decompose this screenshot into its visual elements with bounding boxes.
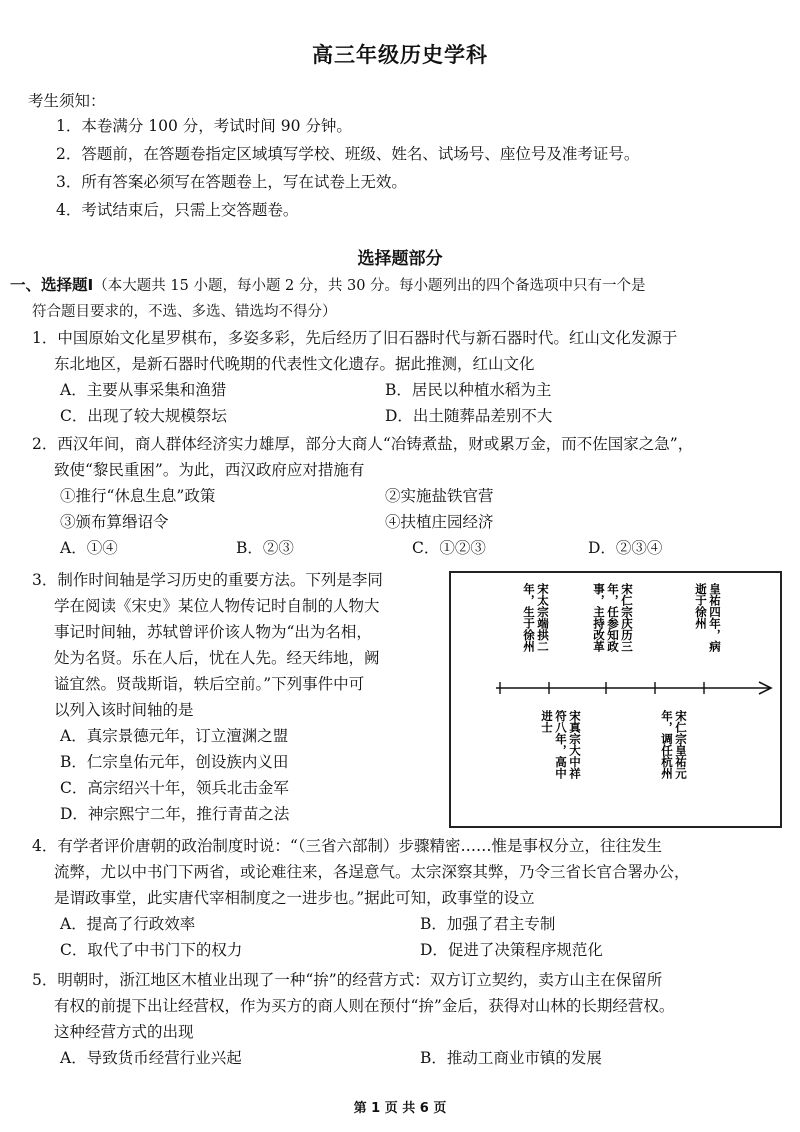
q1-stem-line2: 东北地区，是新石器时代晚期的代表性文化遗存。据此推测，红山文化 bbox=[54, 355, 535, 373]
q2-item-3: ③颁布算缗诏令 bbox=[60, 513, 169, 531]
q5-option-b: B．推动工商业市镇的发展 bbox=[420, 1049, 602, 1067]
q2-item-1: ①推行“休息生息”政策 bbox=[60, 487, 216, 505]
question-2 bbox=[32, 431, 784, 561]
part1-label: 一、选择题Ⅰ bbox=[10, 276, 94, 294]
q4-option-a: A．提高了行政效率 bbox=[60, 915, 196, 933]
q2-stem-line1: 2．西汉年间，商人群体经济实力雄厚，部分大商人“冶铸煮盐，财或累万金，而不佐国家之急”， bbox=[32, 435, 694, 453]
q3-option-b: B．仁宗皇佑元年，创设族内义田 bbox=[60, 753, 289, 771]
timeline-event-top-3-col1: 皇祐四年，病 bbox=[708, 583, 722, 652]
timeline-event-top-2-col2: 年，任参知政 bbox=[606, 583, 620, 652]
timeline-event-bottom-2-col1: 宋仁宗皇祐元 bbox=[674, 710, 688, 779]
q2-option-c: C．①②③ bbox=[412, 539, 486, 557]
q1-option-a: A．主要从事采集和渔猎 bbox=[60, 381, 227, 399]
notice-heading: 考生须知： bbox=[28, 92, 106, 110]
q4-option-b: B．加强了君主专制 bbox=[420, 915, 556, 933]
q3-option-d: D．神宗熙宁二年，推行青苗之法 bbox=[60, 805, 290, 823]
question-1 bbox=[32, 325, 784, 429]
q3-option-a: A．真宗景德元年，订立澶渊之盟 bbox=[60, 727, 289, 745]
q2-option-a: A．①④ bbox=[60, 539, 118, 557]
q4-option-c: C．取代了中书门下的权力 bbox=[60, 941, 243, 959]
part1-header bbox=[10, 272, 785, 325]
part1-desc-line2: 符合题目要求的，不选、多选、错选均不得分） bbox=[32, 304, 337, 320]
page-footer: 第 1 页 共 6 页 bbox=[353, 1101, 447, 1116]
timeline-event-top-3-col2: 逝于徐州 bbox=[694, 583, 708, 629]
q1-option-b: B．居民以种植水稻为主 bbox=[385, 381, 552, 399]
q5-stem-line3: 这种经营方式的出现 bbox=[54, 1023, 194, 1041]
timeline-event-top-2-col1: 宋仁宗庆历三 bbox=[620, 583, 634, 652]
notice-item: 1．本卷满分 100 分，考试时间 90 分钟。 bbox=[56, 117, 352, 135]
section-title: 选择题部分 bbox=[357, 249, 443, 269]
timeline-event-bottom-2-col2: 年，调任杭州 bbox=[660, 710, 674, 779]
q3-stem-line4: 处为名贤。乐在人后，忧在人先。经天纬地，阙 bbox=[54, 649, 380, 667]
question-5 bbox=[32, 967, 784, 1071]
timeline-event-bottom-1-col3: 进士 bbox=[540, 710, 554, 733]
q4-stem-line2: 流弊，尤以中书门下两省，或论难往来，各逞意气。太宗深察其弊，乃令三省长官合署办公， bbox=[54, 863, 690, 881]
q3-stem-line6: 以列入该时间轴的是 bbox=[54, 701, 194, 719]
q5-stem-line1: 5．明朝时，浙江地区木植业出现了一种“拚”的经营方式：双方订立契约，卖方山主在保留所 bbox=[32, 971, 663, 989]
q4-option-d: D．促进了决策程序规范化 bbox=[420, 941, 603, 959]
timeline-svg bbox=[451, 573, 780, 826]
q3-stem-line2: 学在阅读《宋史》某位人物传记时自制的人物大 bbox=[54, 597, 380, 615]
notice-list bbox=[56, 113, 639, 225]
q3-stem-line3: 事记时间轴，苏轼曾评价该人物为“出为名相， bbox=[54, 623, 372, 641]
q5-stem-line2: 有权的前提下出让经营权，作为买方的商人则在预付“拚”金后，获得对山林的长期经营权。 bbox=[54, 997, 675, 1015]
question-4 bbox=[32, 833, 784, 963]
timeline-event-top-2-col3: 事，主持改革 bbox=[592, 583, 606, 652]
q2-item-4: ④扶植庄园经济 bbox=[385, 513, 494, 531]
part1-desc-line1: （本大题共 15 小题，每小题 2 分，共 30 分。每小题列出的四个备选项中只有一个是 bbox=[93, 278, 646, 294]
q1-option-c: C．出现了较大规模祭坛 bbox=[60, 407, 227, 425]
q5-option-a: A．导致货币经营行业兴起 bbox=[60, 1049, 242, 1067]
q3-stem-line5: 谥宜然。贤哉斯诣，轶后空前。”下列事件中可 bbox=[54, 675, 365, 693]
q1-stem-line1: 1．中国原始文化星罗棋布，多姿多彩，先后经历了旧石器时代与新石器时代。红山文化发源于 bbox=[32, 329, 678, 347]
q2-item-2: ②实施盐铁官营 bbox=[385, 487, 494, 505]
q3-stem-line1: 3．制作时间轴是学习历史的重要方法。下列是李同 bbox=[32, 571, 383, 589]
timeline-event-top-1-col1: 宋太宗端拱二 bbox=[536, 583, 550, 652]
q4-stem-line3: 是谓政事堂，此实唐代宰相制度之一进步也。”据此可知，政事堂的设立 bbox=[54, 889, 535, 907]
q2-option-b: B．②③ bbox=[236, 539, 294, 557]
q1-option-d: D．出土随葬品差别不大 bbox=[385, 407, 553, 425]
page-title: 高三年级历史学科 bbox=[312, 43, 488, 67]
notice-item: 3．所有答案必须写在答题卷上，写在试卷上无效。 bbox=[56, 173, 407, 191]
notice-item: 4．考试结束后，只需上交答题卷。 bbox=[56, 201, 299, 219]
notice-item: 2．答题前，在答题卷指定区域填写学校、班级、姓名、试场号、座位号及准考证号。 bbox=[56, 145, 640, 163]
q2-stem-line2: 致使“黎民重困”。为此，西汉政府应对措施有 bbox=[54, 461, 365, 479]
timeline-figure bbox=[449, 571, 782, 828]
timeline-event-bottom-1-col1: 宋真宗大中祥 bbox=[568, 710, 582, 779]
timeline-event-bottom-1-col2: 符八年，高中 bbox=[554, 710, 568, 779]
q4-stem-line1: 4．有学者评价唐朝的政治制度时说：“（三省六部制）步骤精密……惟是事权分立，往往发生 bbox=[32, 837, 663, 855]
question-3 bbox=[32, 567, 442, 827]
q2-option-d: D．②③④ bbox=[588, 539, 663, 557]
timeline-event-top-1-col2: 年，生于徐州 bbox=[522, 583, 536, 652]
q3-option-c: C．高宗绍兴十年，领兵北击金军 bbox=[60, 779, 289, 797]
